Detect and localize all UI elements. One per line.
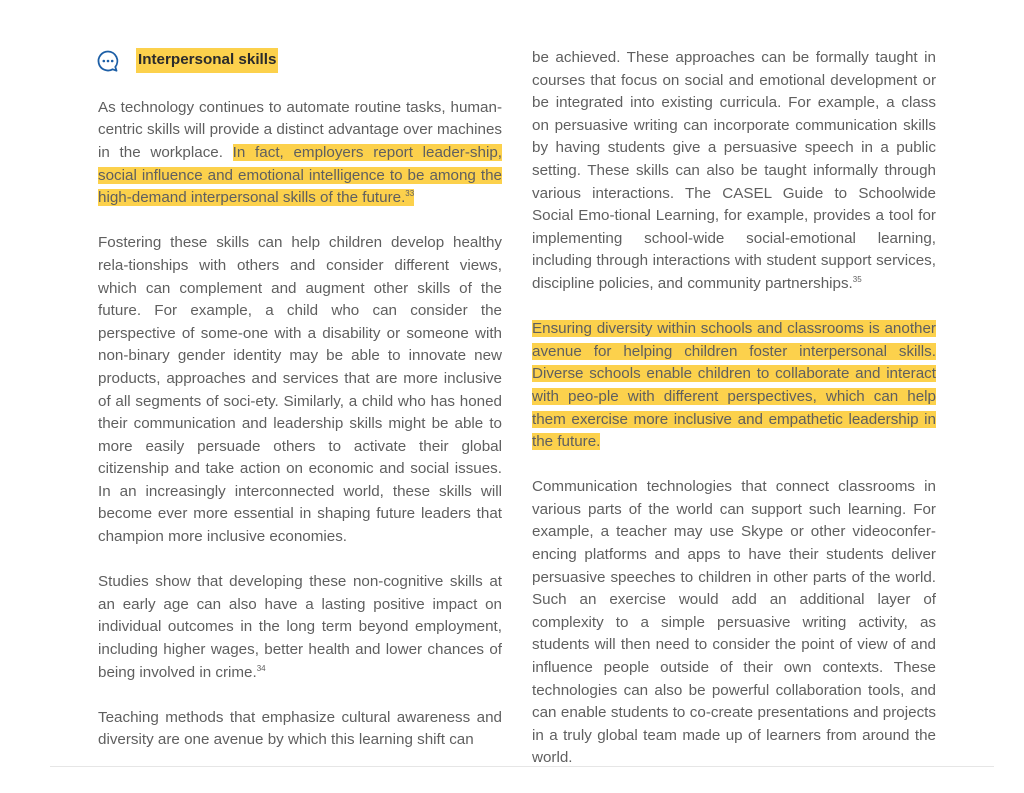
- paragraph-text: As technology continues to automate routine tasks, human-centric skills will provide a distinct advantage over machines in the workplace.: [98, 98, 502, 161]
- paragraph-intro: [98, 97, 502, 210]
- paragraph-text: be achieved. These approaches can be formally taught in courses that focus on social and emotional development or be integrated into existing curricula. For example, a class on persuasive writing can incorporate communication skills by having students give a persuasive speech in a public setting. These skills can also be taught informally through various interactions. The CASEL Guide to Schoolwide Social Emo-tional Learning, for example, provides a tool for implementing school-wide social-emotional learning, including through interactions with student support services, discipline policies, and community partnerships.: [532, 49, 936, 292]
- speech-bubble-icon: [96, 49, 120, 73]
- paragraph-fostering: Fostering these skills can help children develop healthy rela-tionships with others and consider different views, which can complement and augment other skills of the future. For example, a child who can consider the perspective of some-one with a disability or someone with non-binary gender identity may be able to innovate new products, approaches and services that are more inclusive of all segments of soci-ety. Similarly, a child who has honed their communication and leadership skills might be able to more easily persuade others to activate their global citizenship and take action on economic and social issues. In an increasingly interconnected world, these skills will become ever more essential in shaping future leaders that champion more inclusive economies.: [98, 234, 502, 546]
- highlighted-text: Ensuring diversity within schools and classrooms is another avenue for helping children foster interpersonal skills. Diverse schools enable children to collaborate and interact with peo-ple with different perspectives, which can help them exercise more inclusive and empathetic leadership in the future.: [532, 320, 936, 451]
- footnote-ref: 34: [256, 663, 266, 673]
- paragraph-communication: Communication technologies that connect classrooms in various parts of the world can support such learning. For example, a teacher may use Skype or other videoconfer-encing platforms and apps to have their students deliver persuasive speeches to children in other parts of the world. Such an exercise would add an additional layer of complexity to a simple persuasive writing activity, as students will then need to consider the point of view of and influence people outside of their own contexts. These technologies can also be powerful collaboration tools, and can enable students to co-create presentations and projects in a truly global team made up of learners from around the world.: [532, 478, 936, 767]
- footnote-ref: 33: [405, 189, 415, 199]
- section-header: [98, 47, 502, 74]
- highlighted-sentence: In fact, employers report leader-ship, social influence and emotional intelligence to be among the high-demand interpersonal skills of the future.: [98, 143, 502, 207]
- paragraph-studies: [98, 571, 502, 684]
- paragraph-diversity: [532, 318, 936, 454]
- page-divider: [50, 766, 994, 767]
- section-title: Interpersonal skills: [136, 48, 278, 73]
- paragraph-teaching: Teaching methods that emphasize cultural awareness and diversity are one avenue by which this learning shift can: [98, 708, 502, 749]
- paragraph-approaches: [532, 47, 936, 296]
- right-column: [532, 47, 936, 793]
- paragraph-text: Studies show that developing these non-cognitive skills at an early age can also have a lasting positive impact on individual outcomes in the long term beyond employment, including higher wages, better health and lower chances of being involved in crime.: [98, 573, 502, 681]
- footnote-ref: 35: [852, 274, 862, 284]
- left-column: [98, 47, 502, 775]
